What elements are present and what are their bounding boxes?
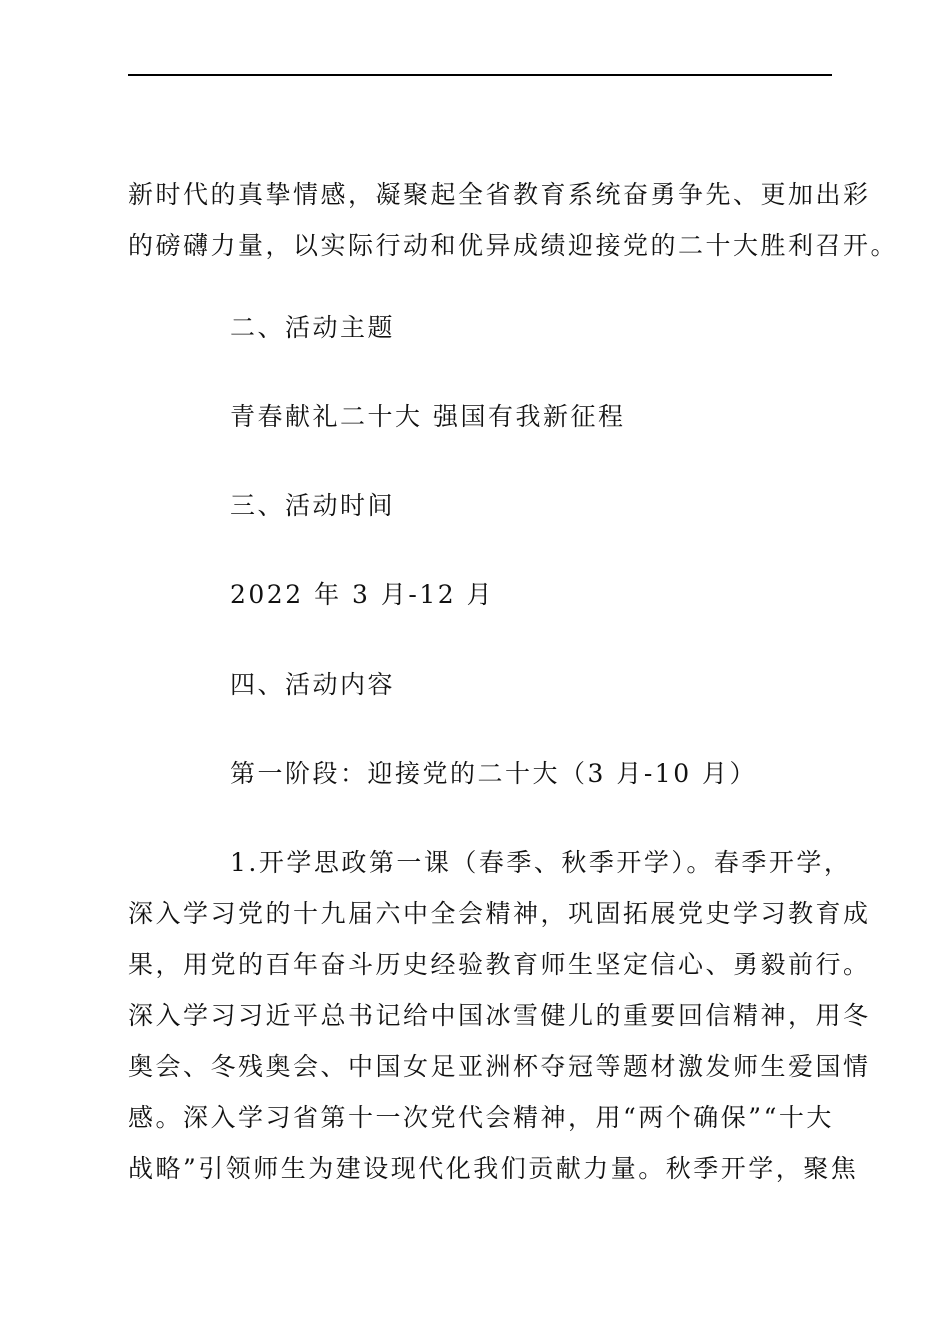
header-rule bbox=[128, 74, 832, 76]
phase-one-heading: 第一阶段：迎接党的二十大（3 月-10 月） bbox=[230, 759, 758, 788]
section-heading-content: 四、活动内容 bbox=[230, 670, 396, 699]
item-one-line-7: 战略”引领师生为建设现代化我们贡献力量。秋季开学，聚焦 bbox=[128, 1154, 859, 1183]
intro-line-1: 新时代的真挚情感，凝聚起全省教育系统奋勇争先、更加出彩 bbox=[128, 180, 871, 209]
activity-time-text: 2022 年 3 月-12 月 bbox=[230, 580, 495, 609]
intro-line-2: 的磅礴力量，以实际行动和优异成绩迎接党的二十大胜利召开。 bbox=[128, 231, 899, 260]
item-one-line-6: 感。深入学习省第十一次党代会精神，用“两个确保”“十大 bbox=[128, 1103, 834, 1132]
section-heading-time: 三、活动时间 bbox=[230, 491, 396, 520]
item-one-line-5: 奥会、冬残奥会、中国女足亚洲杯夺冠等题材激发师生爱国情 bbox=[128, 1052, 871, 1081]
item-one-line-2: 深入学习党的十九届六中全会精神，巩固拓展党史学习教育成 bbox=[128, 899, 871, 928]
section-heading-theme: 二、活动主题 bbox=[230, 313, 396, 342]
item-one-line-4: 深入学习习近平总书记给中国冰雪健儿的重要回信精神，用冬 bbox=[128, 1001, 871, 1030]
item-one-line-3: 果，用党的百年奋斗历史经验教育师生坚定信心、勇毅前行。 bbox=[128, 950, 871, 979]
activity-theme-text: 青春献礼二十大 强国有我新征程 bbox=[230, 402, 626, 431]
item-one-line-1: 1.开学思政第一课（春季、秋季开学）。春季开学， bbox=[230, 848, 852, 877]
